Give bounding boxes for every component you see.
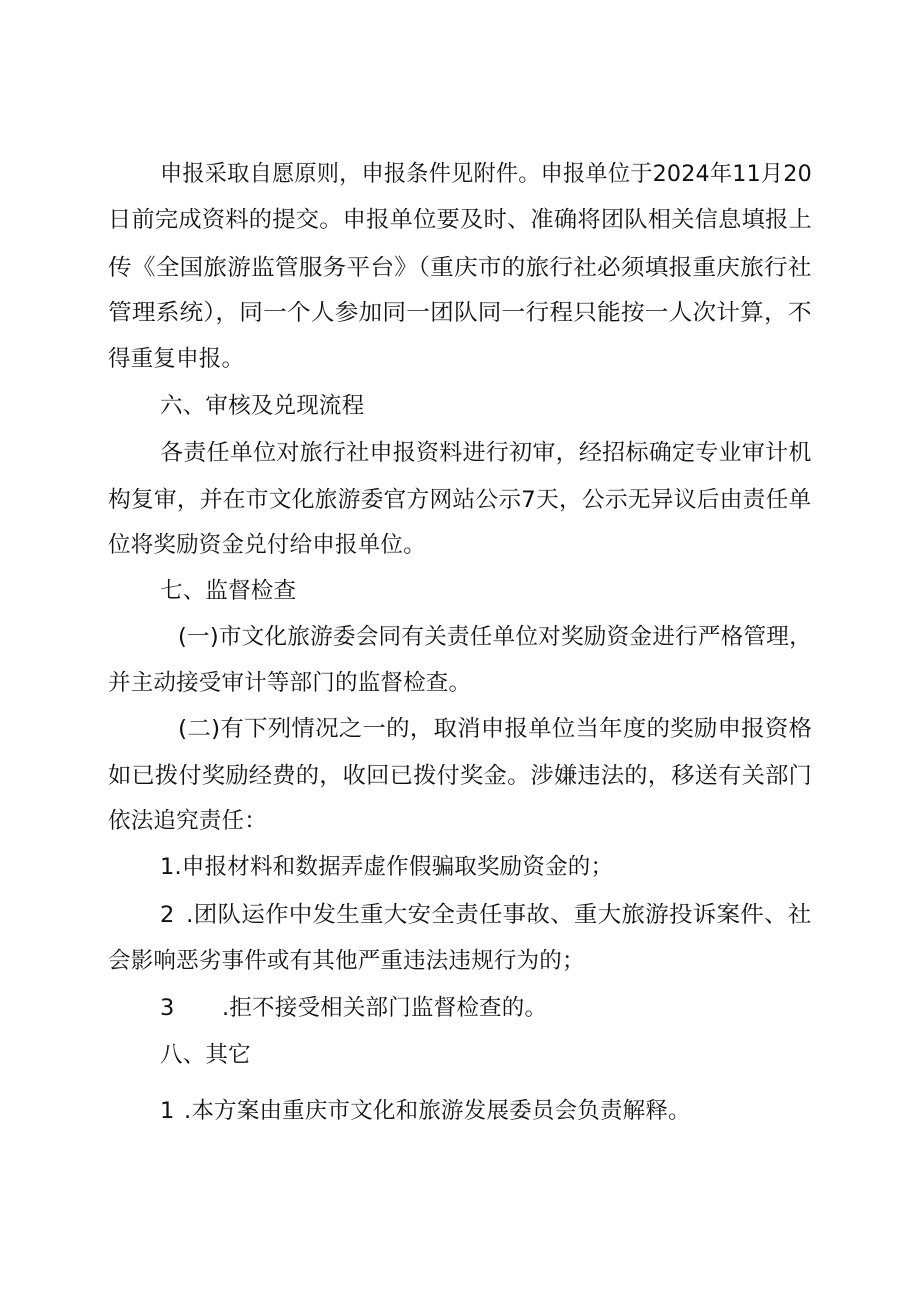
case-2-line-2: 会影响恶劣事件或有其他严重违法违规行为的； bbox=[108, 948, 585, 974]
section-six-line-3: 位将奖励资金兑付给申报单位。 bbox=[108, 532, 426, 558]
section-eight-item1-number: 1 bbox=[160, 1098, 175, 1124]
section-seven-item2-line-3: 依法追究责任： bbox=[108, 808, 267, 834]
case-2-line-1: .团队运作中发生重大安全责任事故、重大旅游投诉案件、社 bbox=[186, 902, 812, 928]
case-1-line: 1.申报材料和数据弄虚作假骗取奖励资金的； bbox=[160, 854, 614, 880]
section-seven-heading: 七、监督检查 bbox=[160, 578, 297, 604]
apply-line-5: 得重复申报。 bbox=[108, 346, 245, 372]
apply-line-2: 日前完成资料的提交。申报单位要及时、准确将团队相关信息填报上 bbox=[108, 207, 813, 233]
case-3-line: .拒不接受相关部门监督检查的。 bbox=[222, 995, 548, 1021]
section-eight-item1-line: .本方案由重庆市文化和旅游发展委员会负责解释。 bbox=[184, 1098, 691, 1124]
section-six-line-1: 各责任单位对旅行社申报资料进行初审，经招标确定专业审计机 bbox=[160, 440, 812, 466]
case-2-number: 2 bbox=[160, 902, 175, 928]
section-seven-item2-line-1: (二)有下列情况之一的，取消申报单位当年度的奖励申报资格 bbox=[178, 716, 813, 742]
section-seven-item1-line-2: 并主动接受审计等部门的监督检查。 bbox=[108, 670, 472, 696]
section-seven-item2-line-2: 如已拨付奖励经费的，收回已拨付奖金。涉嫌违法的，移送有关部门 bbox=[108, 763, 813, 789]
apply-line-1: 申报采取自愿原则，申报条件见附件。申报单位于2024年11月20 bbox=[160, 161, 812, 187]
section-eight-heading: 八、其它 bbox=[160, 1042, 251, 1068]
section-seven-item1-line-1: (一)市文化旅游委会同有关责任单位对奖励资金进行严格管理， bbox=[178, 624, 812, 650]
case-3-number: 3 bbox=[160, 995, 175, 1021]
section-six-heading: 六、审核及兑现流程 bbox=[160, 393, 365, 419]
section-six-line-2: 构复审，并在市文化旅游委官方网站公示7天，公示无异议后由责任单 bbox=[108, 487, 812, 513]
apply-line-4: 管理系统），同一个人参加同一团队同一行程只能按一人次计算，不 bbox=[108, 300, 812, 326]
apply-line-3: 传《全国旅游监管服务平台》（重庆市的旅行社必须填报重庆旅行社 bbox=[108, 255, 812, 281]
